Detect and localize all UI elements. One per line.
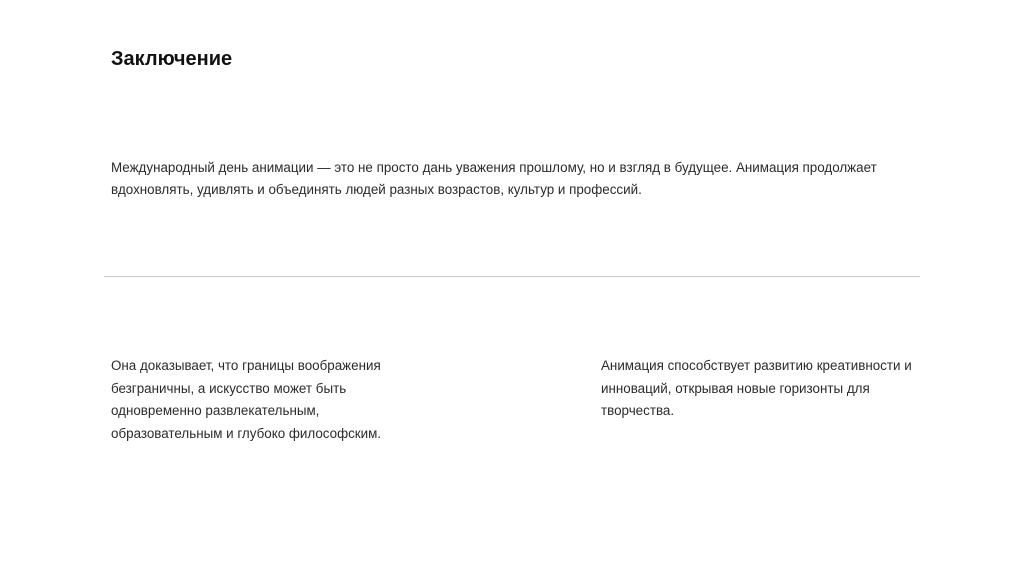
divider — [104, 276, 920, 277]
left-column-line: Она доказывает, что границы воображения — [111, 358, 381, 373]
left-column-line: образовательным и глубоко философским. — [111, 425, 382, 441]
right-column-line: творчества. — [601, 403, 675, 418]
right-column-line: инноваций, открывая новые горизонты для — [601, 380, 870, 396]
slide-title: Заключение — [111, 48, 233, 70]
right-column-text — [601, 355, 931, 423]
left-column-line: одновременно развлекательным, — [111, 403, 320, 418]
left-column-text — [111, 355, 411, 445]
intro-paragraph: Международный день анимации — это не просто дань уважения прошлому, но и взгляд в будущее. Анимация продолжает вдохновлять, удивлять и объединять людей разных возрастов, культур и профессий. — [111, 160, 877, 197]
left-column-line: безграничны, а искусство может быть — [111, 380, 347, 396]
right-column-line: Анимация способствует развитию креативности и — [601, 358, 912, 373]
